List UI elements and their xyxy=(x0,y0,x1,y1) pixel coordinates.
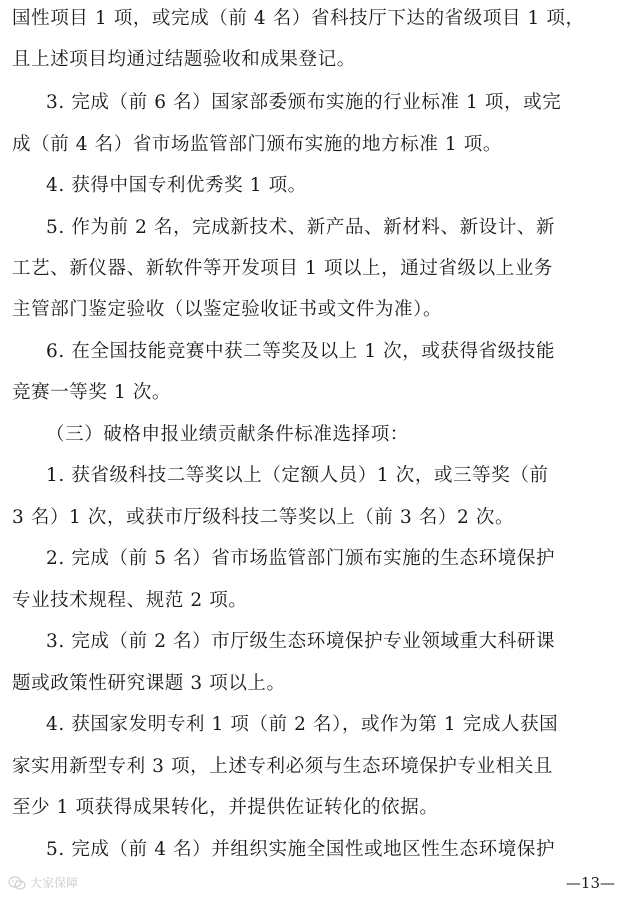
text-line: 工艺、新仪器、新软件等开发项目 1 项以上，通过省级以上业务 xyxy=(12,258,554,279)
text-line: 至少 1 项获得成果转化，并提供佐证转化的依据。 xyxy=(12,797,439,818)
text-line: 5. 完成（前 4 名）并组织实施全国性或地区性生态环境保护 xyxy=(46,839,556,860)
text-line: 国性项目 1 项，或完成（前 4 名）省科技厅下达的省级项目 1 项， xyxy=(12,8,585,29)
text-line: 6. 在全国技能竞赛中获二等奖及以上 1 次，或获得省级技能 xyxy=(46,341,556,362)
text-line: 4. 获国家发明专利 1 项（前 2 名），或作为第 1 完成人获国 xyxy=(46,714,559,735)
text-line: 3. 完成（前 2 名）市厅级生态环境保护专业领域重大科研课 xyxy=(46,631,556,652)
watermark-text: 大家保障 xyxy=(30,876,79,890)
text-line: 题或政策性研究课题 3 项以上。 xyxy=(12,673,286,694)
section-heading: （三）破格申报业绩贡献条件标准选择项： xyxy=(46,424,409,445)
wechat-logo-icon xyxy=(8,875,26,891)
text-line: 2. 完成（前 5 名）省市场监管部门颁布实施的生态环境保护 xyxy=(46,548,556,569)
text-line: 1. 获省级科技二等奖以上（定额人员）1 次，或三等奖（前 xyxy=(46,465,549,486)
text-line: 主管部门鉴定验收（以鉴定验收证书或文件为准）。 xyxy=(12,299,443,320)
text-line: 3. 完成（前 6 名）国家部委颁布实施的行业标准 1 项，或完 xyxy=(46,92,562,113)
text-line: 竞赛一等奖 1 次。 xyxy=(12,382,172,403)
page-number: —13— xyxy=(565,874,615,892)
text-line: 家实用新型专利 3 项，上述专利必须与生态环境保护专业相关且 xyxy=(12,756,554,777)
text-line: 专业技术规程、规范 2 项。 xyxy=(12,590,248,611)
watermark xyxy=(8,872,78,894)
text-line: 且上述项目均通过结题验收和成果登记。 xyxy=(12,49,356,70)
text-line: 4. 获得中国专利优秀奖 1 项。 xyxy=(46,175,307,196)
text-line: 3 名）1 次，或获市厅级科技二等奖以上（前 3 名）2 次。 xyxy=(12,507,515,528)
text-line: 成（前 4 名）省市场监管部门颁布实施的地方标准 1 项。 xyxy=(12,134,502,155)
text-line: 5. 作为前 2 名，完成新技术、新产品、新材料、新设计、新 xyxy=(46,217,556,238)
